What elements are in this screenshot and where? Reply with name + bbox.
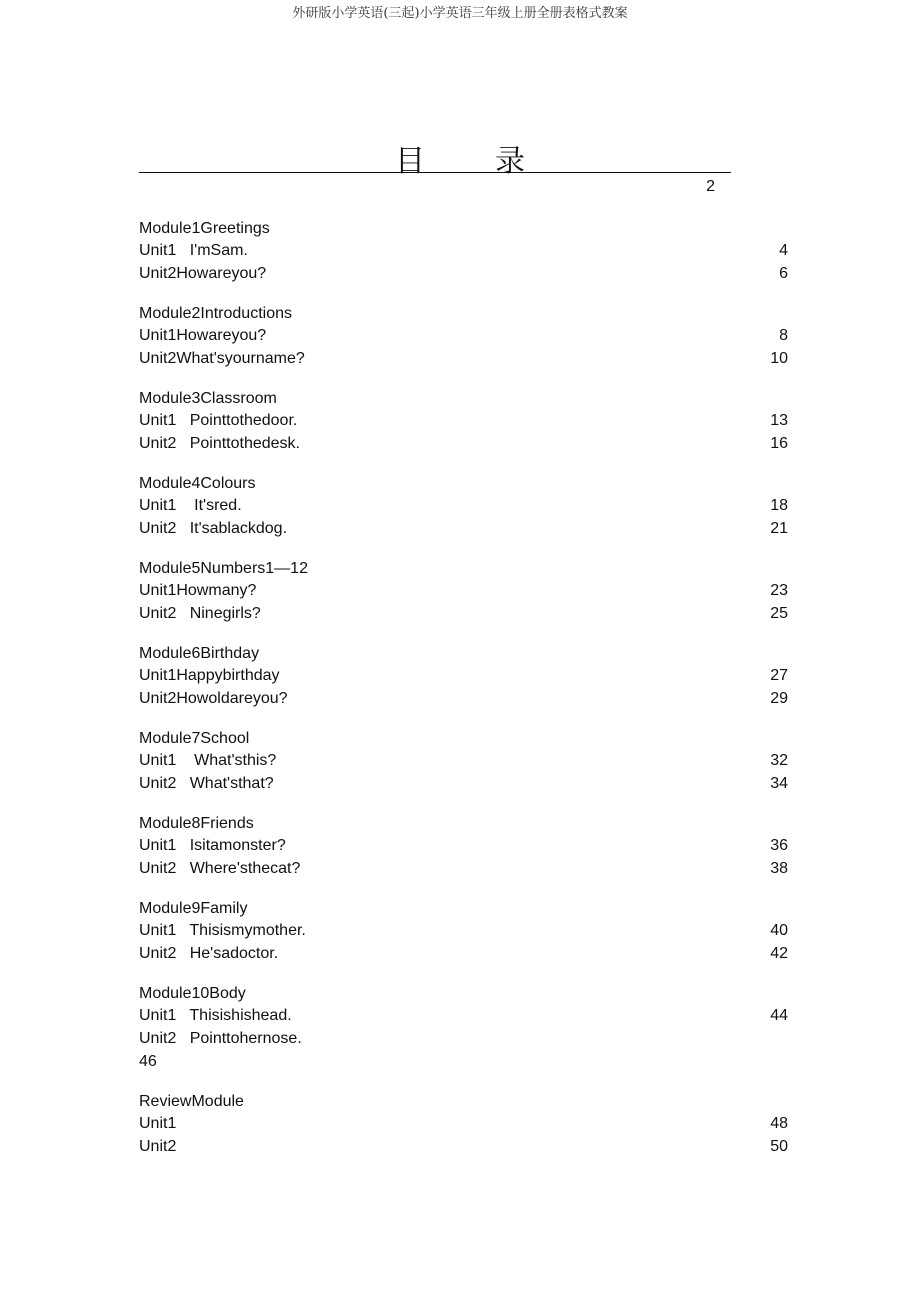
page-number: 18: [770, 497, 788, 514]
page-number: 10: [770, 350, 788, 367]
toc-entry[interactable]: [139, 324, 788, 347]
page-number: 8: [779, 327, 788, 344]
unit-label: Unit1Howareyou?: [139, 327, 267, 344]
toc-module: [139, 473, 788, 540]
toc-entry[interactable]: [139, 749, 788, 772]
toc-module: [139, 1091, 788, 1158]
page-number: 36: [770, 837, 788, 854]
unit-label: Unit2 Ninegirls?: [139, 605, 261, 622]
page-number: 27: [770, 667, 788, 684]
page-number: 4: [779, 242, 788, 259]
module-title-label: Module8Friends: [139, 815, 254, 832]
module-title[interactable]: [139, 558, 788, 579]
module-title-label: Module5Numbers1—12: [139, 560, 308, 577]
unit-label: Unit1 Isitamonster?: [139, 837, 286, 854]
toc-entry[interactable]: [139, 409, 788, 432]
module-title-label: ReviewModule: [139, 1093, 244, 1110]
module-title-label: Module3Classroom: [139, 390, 277, 407]
module-title[interactable]: [139, 643, 788, 664]
module-title-label: Module9Family: [139, 900, 248, 917]
page-number: 44: [770, 1007, 788, 1024]
preface-page-number: 2: [706, 178, 715, 195]
unit-label: Unit2 Where'sthecat?: [139, 860, 301, 877]
module-title-label: Module7School: [139, 730, 250, 747]
module-title[interactable]: [139, 898, 788, 919]
unit-label: Unit1Howmany?: [139, 582, 257, 599]
toc-entry[interactable]: [139, 772, 788, 795]
toc-module: [139, 898, 788, 965]
toc-module: [139, 558, 788, 625]
unit-label: Unit1 Thisismymother.: [139, 922, 306, 939]
table-of-contents: [139, 218, 788, 1176]
toc-entry[interactable]: [139, 602, 788, 625]
toc-entry[interactable]: [139, 579, 788, 602]
toc-module: [139, 218, 788, 285]
unit-label: Unit1: [139, 1115, 177, 1132]
toc-entry[interactable]: [139, 687, 788, 710]
unit-label: Unit1Happybirthday: [139, 667, 280, 684]
toc-entry[interactable]: [139, 942, 788, 965]
module-title[interactable]: [139, 983, 788, 1004]
toc-entry[interactable]: [139, 919, 788, 942]
module-title[interactable]: [139, 303, 788, 324]
unit-label: Unit2What'syourname?: [139, 350, 305, 367]
toc-title: [0, 136, 920, 180]
toc-entry[interactable]: [139, 1004, 788, 1027]
toc-entry[interactable]: [139, 432, 788, 455]
module-title[interactable]: [139, 473, 788, 494]
unit-label: Unit2Howoldareyou?: [139, 690, 288, 707]
module-title[interactable]: [139, 813, 788, 834]
toc-entry[interactable]: [139, 1112, 788, 1135]
page-number: 32: [770, 752, 788, 769]
unit-label: Unit1 Thisishishead.: [139, 1007, 292, 1024]
running-header: 外研版小学英语(三起)小学英语三年级上册全册表格式教案: [292, 6, 628, 21]
title-divider: [139, 172, 731, 173]
page-number: 13: [770, 412, 788, 429]
toc-module: [139, 303, 788, 370]
module-title[interactable]: [139, 1091, 788, 1112]
toc-module: [139, 983, 788, 1073]
page-number: 46: [139, 1053, 157, 1070]
module-title[interactable]: [139, 728, 788, 749]
unit-label: Unit1 What'sthis?: [139, 752, 277, 769]
toc-entry[interactable]: [139, 1135, 788, 1158]
toc-module: [139, 643, 788, 710]
module-title[interactable]: [139, 388, 788, 409]
toc-entry[interactable]: [139, 664, 788, 687]
unit-label: Unit1 Pointtothedoor.: [139, 412, 298, 429]
module-title-label: Module1Greetings: [139, 220, 270, 237]
toc-entry[interactable]: [139, 347, 788, 370]
unit-label: Unit2 It'sablackdog.: [139, 520, 288, 537]
module-title-label: Module10Body: [139, 985, 246, 1002]
page-number: 50: [770, 1138, 788, 1155]
unit-label: Unit2 What'sthat?: [139, 775, 274, 792]
toc-title-right: 录: [495, 144, 525, 180]
toc-entry[interactable]: [139, 857, 788, 880]
page-number: 29: [770, 690, 788, 707]
toc-entry[interactable]: [139, 517, 788, 540]
unit-label: Unit1 I'mSam.: [139, 242, 248, 259]
unit-label: Unit2 Pointtothedesk.: [139, 435, 300, 452]
toc-module: [139, 388, 788, 455]
page-number: 38: [770, 860, 788, 877]
unit-label: Unit1 It'sred.: [139, 497, 242, 514]
unit-label: Unit2 He'sadoctor.: [139, 945, 279, 962]
toc-module: [139, 813, 788, 880]
page-number: 40: [770, 922, 788, 939]
toc-entry[interactable]: [139, 239, 788, 262]
unit-label: Unit2Howareyou?: [139, 265, 267, 282]
page-number: 21: [770, 520, 788, 537]
toc-entry[interactable]: [139, 834, 788, 857]
module-title-label: Module6Birthday: [139, 645, 260, 662]
toc-entry[interactable]: [139, 494, 788, 517]
toc-module: [139, 728, 788, 795]
page-number: 48: [770, 1115, 788, 1132]
toc-entry[interactable]: [139, 1027, 788, 1073]
module-title-label: Module4Colours: [139, 475, 256, 492]
page-number: 25: [770, 605, 788, 622]
toc-title-left: 目: [395, 144, 425, 180]
page-number: 42: [770, 945, 788, 962]
unit-label: Unit2: [139, 1138, 177, 1155]
unit-label: Unit2 Pointtohernose.: [139, 1030, 302, 1047]
page-number: 16: [770, 435, 788, 452]
module-title-label: Module2Introductions: [139, 305, 292, 322]
toc-entry[interactable]: [139, 262, 788, 285]
page-number: 23: [770, 582, 788, 599]
page-number: 34: [770, 775, 788, 792]
page-number: 6: [779, 265, 788, 282]
module-title[interactable]: [139, 218, 788, 239]
